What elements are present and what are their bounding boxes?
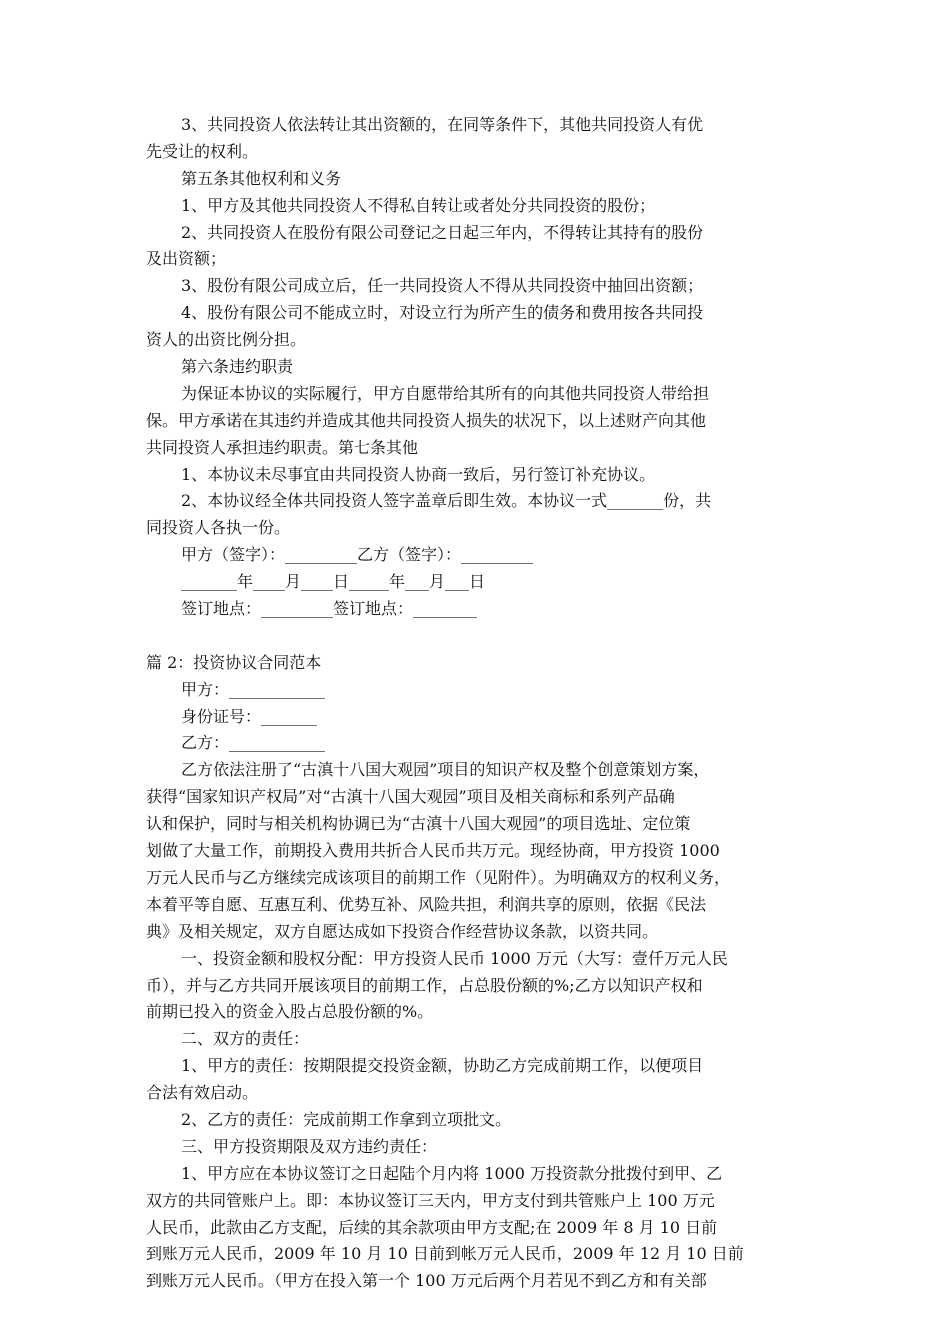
text-line: 认和保护，同时与相关机构协调已为“古滇十八国大观园”的项目选址、定位策 xyxy=(146,814,691,834)
text-line: 二、双方的责任： xyxy=(181,1029,310,1049)
text-line: 同投资人各执一份。 xyxy=(146,518,291,538)
text-line: 币），并与乙方共同开展该项目的前期工作，占总股份额的%;乙方以知识产权和 xyxy=(146,975,703,995)
text-line: 4、股份有限公司不能成立时，对设立行为所产生的债务和费用按各共同投 xyxy=(181,303,704,323)
text-line: 甲方（签字）：_________乙方（签字）：_________ xyxy=(181,545,534,565)
text-line: 到账万元人民币。（甲方在投入第一个 100 万元后两个月若见不到乙方和有关部 xyxy=(146,1271,707,1291)
text-line: 1、甲方应在本协议签订之日起陆个月内将 1000 万投资款分批拨付到甲、乙 xyxy=(181,1163,723,1183)
document-page xyxy=(146,112,810,1295)
text-line: 1、甲方及其他共同投资人不得私自转让或者处分共同投资的股份； xyxy=(181,195,656,215)
text-line: 前期已投入的资金入股占总股份额的%。 xyxy=(146,1002,434,1022)
blank-line xyxy=(146,623,810,650)
text-line: 甲方：____________ xyxy=(181,679,326,699)
text-line: 第六条违约职责 xyxy=(181,357,294,377)
text-line: 3、共同投资人依法转让其出资额的，在同等条件下，其他共同投资人有优 xyxy=(181,115,704,134)
text-line: 三、甲方投资期限及双方违约责任： xyxy=(181,1136,438,1156)
text-line: 1、甲方的责任：按期限提交投资金额，协助乙方完成前期工作，以便项目 xyxy=(181,1056,704,1076)
text-line: 人民币，此款由乙方支配，后续的其余款项由甲方支配;在 2009 年 8 月 10 日前 xyxy=(146,1217,718,1237)
text-line: 2、共同投资人在股份有限公司登记之日起三年内，不得转让其持有的股份 xyxy=(181,222,704,242)
text-line: 双方的共同管账户上。即：本协议签订三天内，甲方支付到共管账户上 100 万元 xyxy=(146,1190,715,1210)
text-line: 保。甲方承诺在其违约并造成其他共同投资人损失的状况下，以上述财产向其他 xyxy=(146,410,707,430)
text-line: 乙方依法注册了“古滇十八国大观园”项目的知识产权及整个创意策划方案， xyxy=(181,760,710,780)
text-line: 先受让的权利。 xyxy=(146,141,259,161)
text-line: 篇 2：投资协议合同范本 xyxy=(146,652,322,672)
text-line: 身份证号：_______ xyxy=(181,706,318,726)
text-line: 获得“国家知识产权局”对“古滇十八国大观园”项目及相关商标和系列产品确 xyxy=(146,787,675,807)
text-line: 1、本协议未尽事宜由共同投资人协商一致后，另行签订补充协议。 xyxy=(181,464,656,484)
text-line: 第五条其他权利和义务 xyxy=(181,168,342,188)
text-line: 资人的出资比例分担。 xyxy=(146,330,307,350)
text-line: _______年____月____日_____年___月___日 xyxy=(181,572,486,592)
text-line: 本着平等自愿、互惠互利、优势互补、风险共担，利润共享的原则，依据《民法 xyxy=(146,894,707,914)
text-line: 共同投资人承担违约职责。第七条其他 xyxy=(146,437,419,457)
text-line: 划做了大量工作，前期投入费用共折合人民币共万元。现经协商，甲方投资 1000 xyxy=(146,841,720,861)
text-line: 典》及相关规定，双方自愿达成如下投资合作经营协议条款，以资共同。 xyxy=(146,921,659,941)
text-line: 签订地点：_________签订地点：________ xyxy=(181,599,478,619)
text-line: 为保证本协议的实际履行，甲方自愿带给其所有的向其他共同投资人带给担 xyxy=(181,383,710,403)
text-line: 3、股份有限公司成立后，任一共同投资人不得从共同投资中抽回出资额； xyxy=(181,276,704,296)
text-line: 合法有效启动。 xyxy=(146,1083,259,1103)
text-line: 2、乙方的责任：完成前期工作拿到立项批文。 xyxy=(181,1109,512,1129)
text-line: 2、本协议经全体共同投资人签字盖章后即生效。本协议一式_______份，共 xyxy=(181,491,712,511)
text-line: 及出资额； xyxy=(146,249,227,269)
text-line: 到账万元人民币，2009 年 10 月 10 日前到帐万元人民币，2009 年 12 月 10 日前 xyxy=(146,1244,744,1264)
text-line: 一、投资金额和股权分配：甲方投资人民币 1000 万元（大写：壹仟万元人民 xyxy=(181,948,728,968)
text-line: 万元人民币与乙方继续完成该项目的前期工作（见附件）。为明确双方的权利义务， xyxy=(146,867,731,887)
text-line: 乙方：____________ xyxy=(181,733,326,753)
